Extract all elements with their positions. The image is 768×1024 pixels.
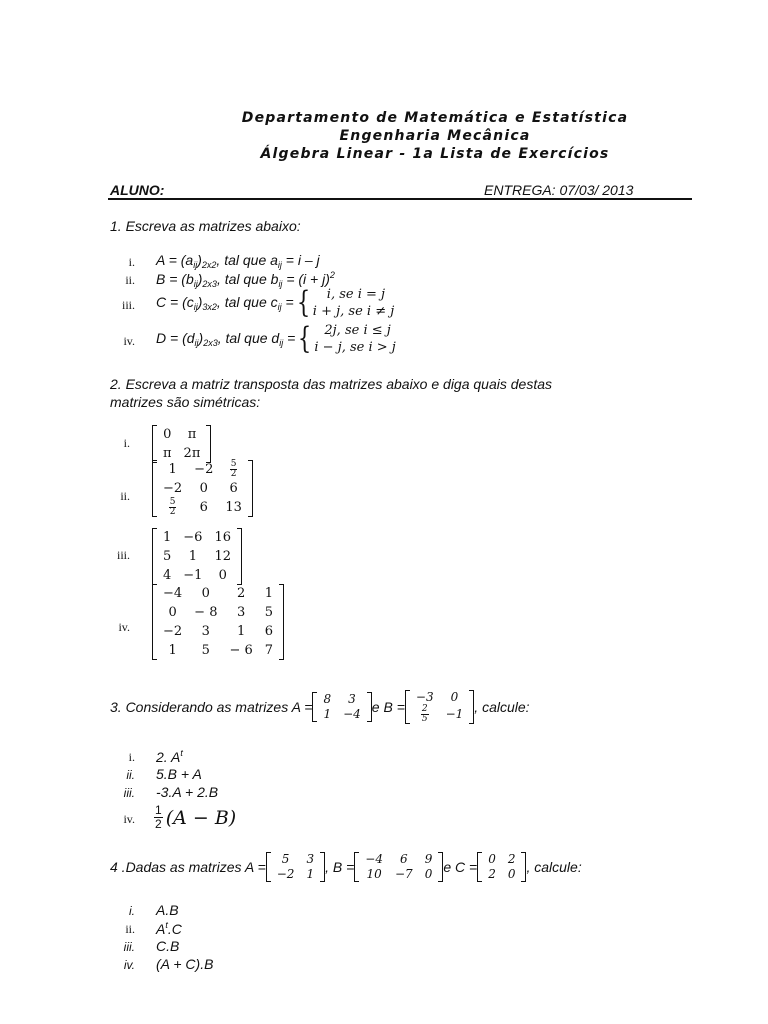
matrix-cell: −2 <box>163 481 183 496</box>
q1-formula-c: $C = (c_{ij})_{3x2}$, tal que $c_{ij}$ = { i, se i = j i + j, se i ≠ j <box>156 285 395 320</box>
matrix-cell: 2 <box>488 867 496 881</box>
matrix-cell: −6 <box>183 530 203 545</box>
matrix-row <box>482 867 521 882</box>
matrix-row <box>157 622 279 641</box>
matrix-row <box>157 460 248 479</box>
roman-numeral: ii. <box>125 273 135 287</box>
matrix-row <box>157 584 279 603</box>
matrix-row <box>157 479 248 498</box>
q2-title-line1: 2. Escreva a matriz transposta das matrizes abaixo e diga quais destas <box>110 376 552 392</box>
matrix-cell: 1 <box>306 867 315 881</box>
roman-numeral: iv. <box>118 620 130 634</box>
matrix-row <box>157 641 279 660</box>
matrix-cell: 1 <box>264 586 274 601</box>
matrix-cell: 3 <box>236 605 246 620</box>
matrix-cell: −7 <box>394 867 413 881</box>
matrix-cell: 0 <box>450 690 459 704</box>
matrix-row <box>157 528 237 547</box>
matrix-cell: 0 <box>507 867 516 881</box>
matrix-row <box>317 707 366 722</box>
matrix-cell: 0 <box>201 586 210 601</box>
matrix-row <box>271 852 320 867</box>
matrix-row <box>482 852 521 867</box>
q1-formula-d: $D = (d_{ij})_{2x3}$, tal que $d_{ij}$ = { 2j, se i ≤ j i − j, se i > j <box>156 321 396 356</box>
matrix-cell: 0 <box>199 481 208 496</box>
q4-statement: 4 .Dadas as matrizes A = 5 3 −2 1 , B = −4 6 9 10 −7 0 e C = 0 2 2 0 , calcule: <box>110 852 582 881</box>
cases-brace: { 2j, se i ≤ j i − j, se i > j <box>298 321 396 356</box>
matrix-cell: 1 <box>323 707 332 721</box>
matrix-cell: 2π <box>183 446 201 461</box>
matrix-cell: −2 <box>163 624 183 639</box>
q1-formula-b: $B = (b_{ij})_{2x3}$, tal que $b_{ij} = (i + j)^2$ <box>156 270 335 289</box>
matrix-cell: 5 <box>264 605 274 620</box>
matrix-cell: 1 <box>163 530 172 545</box>
matrix-row <box>410 690 469 705</box>
matrix-cell: 1 <box>168 462 177 477</box>
q1-title: 1. Escreva as matrizes abaixo: <box>110 218 301 234</box>
matrix-row <box>157 603 279 622</box>
matrix-cell: π <box>187 427 197 442</box>
matrix-cell: 6 <box>229 481 238 496</box>
matrix-cell: 3 <box>306 852 315 866</box>
matrix-row <box>359 867 438 882</box>
matrix-row <box>157 498 248 517</box>
matrix-cell: 0 <box>424 867 433 881</box>
matrix-cell: −2 <box>194 462 214 477</box>
q2-matrix-2 <box>152 460 253 517</box>
matrix-cell: −1 <box>445 707 464 721</box>
roman-numeral: ii. <box>120 489 130 503</box>
matrix-cell: 0 <box>488 852 496 866</box>
matrix-cell: $\frac{2}{5}$ <box>421 704 428 724</box>
matrix-row <box>317 692 366 707</box>
q1-formula-a: $A = (a_{ij})_{2x2}$, tal que $a_{ij} = i - j$ <box>156 252 320 270</box>
matrix-cell: 6 <box>199 500 208 515</box>
matrix-cell: − 6 <box>229 643 253 658</box>
matrix-row <box>157 566 237 585</box>
q2-matrix-3 <box>152 528 242 585</box>
matrix-cell: 10 <box>366 867 382 881</box>
matrix-cell: 13 <box>225 500 242 515</box>
matrix-cell: 8 <box>323 692 332 706</box>
matrix-cell: 16 <box>214 530 231 545</box>
roman-numeral: iii. <box>121 298 135 312</box>
matrix-cell: 5 <box>201 643 210 658</box>
matrix-cell: $\frac{5}{2}$ <box>230 459 237 479</box>
matrix-cell: $\frac{5}{2}$ <box>169 497 176 517</box>
matrix-cell: 1 <box>236 624 246 639</box>
matrix-cell: 0 <box>163 427 172 442</box>
q3-matrix-a <box>312 692 371 722</box>
q2-matrix-1 <box>152 425 211 463</box>
department-title: Departamento de Matemática e Estatística <box>241 110 629 126</box>
cases-brace: { i, se i = j i + j, se i ≠ j <box>296 285 395 320</box>
matrix-cell: 3 <box>201 624 210 639</box>
roman-numeral: iii. <box>116 548 130 562</box>
matrix-cell: −4 <box>365 852 383 866</box>
matrix-cell: −1 <box>183 568 203 583</box>
q3-statement: 3. Considerando as matrizes A = 8 3 1 −4 e B = −3 0 $\frac{2}{5}$ −1 , calcule: <box>110 690 530 724</box>
list-title: Álgebra Linear - 1a Lista de Exercícios <box>260 146 610 162</box>
roman-numeral: i. <box>123 436 130 450</box>
matrix-cell: 4 <box>163 568 172 583</box>
roman-numeral: i. <box>128 255 135 269</box>
matrix-cell: − 8 <box>194 605 218 620</box>
matrix-row <box>359 852 438 867</box>
matrix-cell: 6 <box>264 624 274 639</box>
q4-matrix-a <box>266 852 325 882</box>
matrix-cell: −2 <box>276 867 295 881</box>
matrix-cell: 1 <box>188 549 197 564</box>
q2-title-line2: matrizes são simétricas: <box>110 394 261 410</box>
matrix-row <box>157 425 206 444</box>
matrix-row <box>157 547 237 566</box>
matrix-cell: π <box>163 446 172 461</box>
matrix-cell: 9 <box>424 852 433 866</box>
due-date: ENTREGA: 07/03/ 2013 <box>484 182 634 198</box>
matrix-cell: 5 <box>163 549 172 564</box>
matrix-cell: 5 <box>281 852 290 866</box>
matrix-row <box>271 867 320 882</box>
matrix-cell: 7 <box>264 643 274 658</box>
matrix-cell: 3 <box>348 692 356 706</box>
student-label: ALUNO: <box>110 182 165 198</box>
q4-matrix-b <box>354 852 443 882</box>
matrix-cell: 12 <box>214 549 231 564</box>
matrix-row <box>410 705 469 724</box>
matrix-cell: −3 <box>415 690 434 704</box>
matrix-cell: −4 <box>163 586 183 601</box>
roman-numeral: iv. <box>123 334 135 348</box>
matrix-cell: 0 <box>218 568 227 583</box>
matrix-cell: 2 <box>236 586 246 601</box>
header-rule <box>108 198 692 200</box>
q3-matrix-b <box>405 690 474 724</box>
matrix-cell: 6 <box>400 852 408 866</box>
matrix-cell: 0 <box>168 605 177 620</box>
matrix-cell: −4 <box>343 707 361 721</box>
q4-matrix-c <box>477 852 526 882</box>
q2-matrix-4 <box>152 584 284 660</box>
course-title: Engenharia Mecânica <box>339 128 531 144</box>
matrix-cell: 1 <box>168 643 177 658</box>
matrix-cell: 2 <box>507 852 516 866</box>
